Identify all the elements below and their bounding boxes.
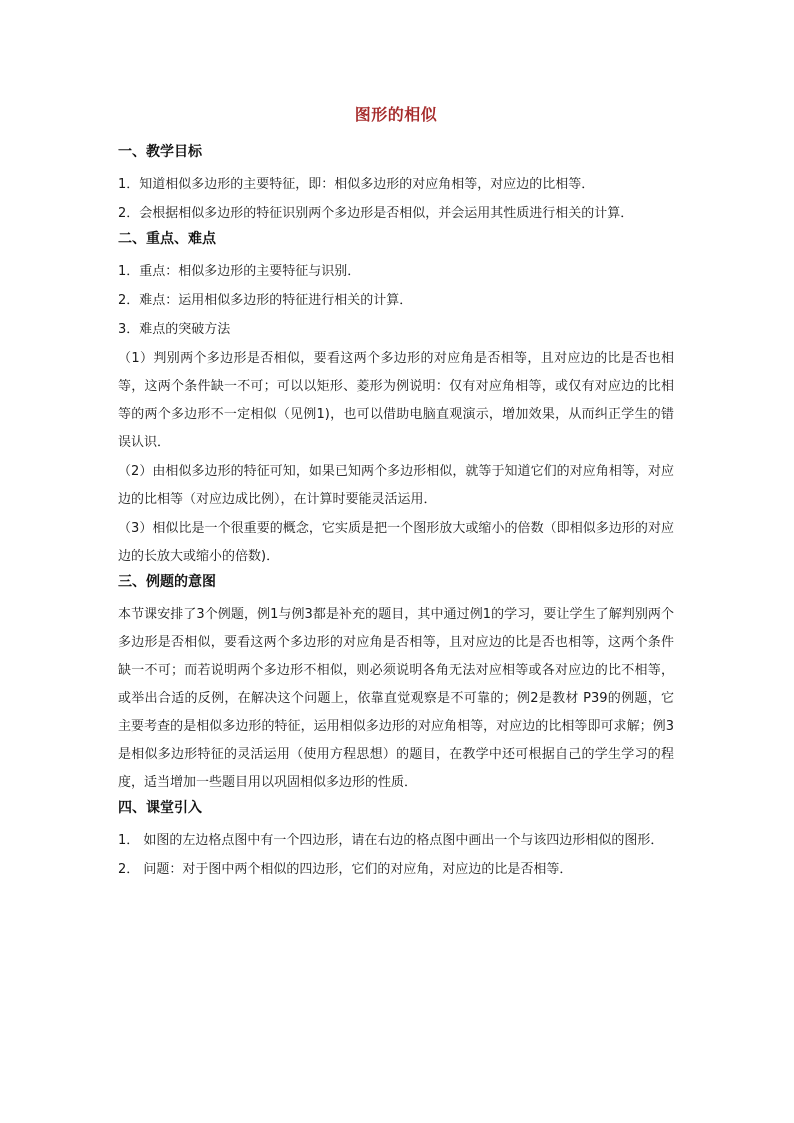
section-heading: 三、例题的意图: [118, 574, 216, 590]
section-lesson-intro: [118, 798, 674, 884]
section-heading: 一、教学目标: [118, 144, 202, 160]
paragraph: 2． 问题：对于图中两个相似的四边形，它们的对应角，对应边的比是否相等．: [118, 862, 573, 877]
section-heading: 二、重点、难点: [118, 231, 216, 247]
document-title: 图形的相似: [354, 105, 438, 124]
paragraph: （2）由相似多边形的特征可知，如果已知两个多边形相似，就等于知道它们的对应角相等，对应边的比相等（对应边成比例），在计算时要能灵活运用．: [118, 464, 674, 507]
paragraph: 1．知道相似多边形的主要特征，即：相似多边形的对应角相等，对应边的比相等．: [118, 177, 595, 192]
section-key-points: [118, 229, 674, 571]
paragraph: 3．难点的突破方法: [118, 322, 231, 337]
section-example-intent: [118, 572, 674, 797]
paragraph: 1． 如图的左边格点图中有一个四边形，请在右边的格点图中画出一个与该四边形相似的图形．: [118, 833, 664, 848]
paragraph: （1）判别两个多边形是否相似，要看这两个多边形的对应角是否相等，且对应边的比是否也相等，这两个条件缺一不可；可以以矩形、菱形为例说明：仅有对应角相等，或仅有对应边的比相等的两个多边形不一定相似（见例1)，也可以借助电脑直观演示，增加效果，从而纠正学生的错误认识．: [118, 351, 674, 450]
paragraph: 本节课安排了3个例题，例1与例3都是补充的题目，其中通过例1的学习，要让学生了解判别两个多边形是否相似，要看这两个多边形的对应角是否相等，且对应边的比是否也相等，这两个条件缺一不可；而若说明两个多边形不相似，则必须说明各角无法对应相等或各对应边的比不相等，或举出合适的反例，在解决这个问题上，依靠直觉观察是不可靠的；例2是教材 P39的例题，它主要考查的是相似多边形的特征，运用相似多边形的对应角相等，对应边的比相等即可求解；例3是相似多边形特征的灵活运用（使用方程思想）的题目，在教学中还可根据自己的学生学习的程度，适当增加一些题目用以巩固相似多边形的性质．: [118, 607, 674, 790]
section-teaching-goals: [118, 142, 674, 228]
section-heading: 四、课堂引入: [118, 800, 202, 816]
paragraph: 2．难点：运用相似多边形的特征进行相关的计算．: [118, 293, 413, 308]
paragraph: 2．会根据相似多边形的特征识别两个多边形是否相似，并会运用其性质进行相关的计算．: [118, 206, 634, 221]
paragraph: （3）相似比是一个很重要的概念，它实质是把一个图形放大或缩小的倍数（即相似多边形的对应边的长放大或缩小的倍数)．: [118, 521, 674, 564]
paragraph: 1．重点：相似多边形的主要特征与识别．: [118, 264, 361, 279]
